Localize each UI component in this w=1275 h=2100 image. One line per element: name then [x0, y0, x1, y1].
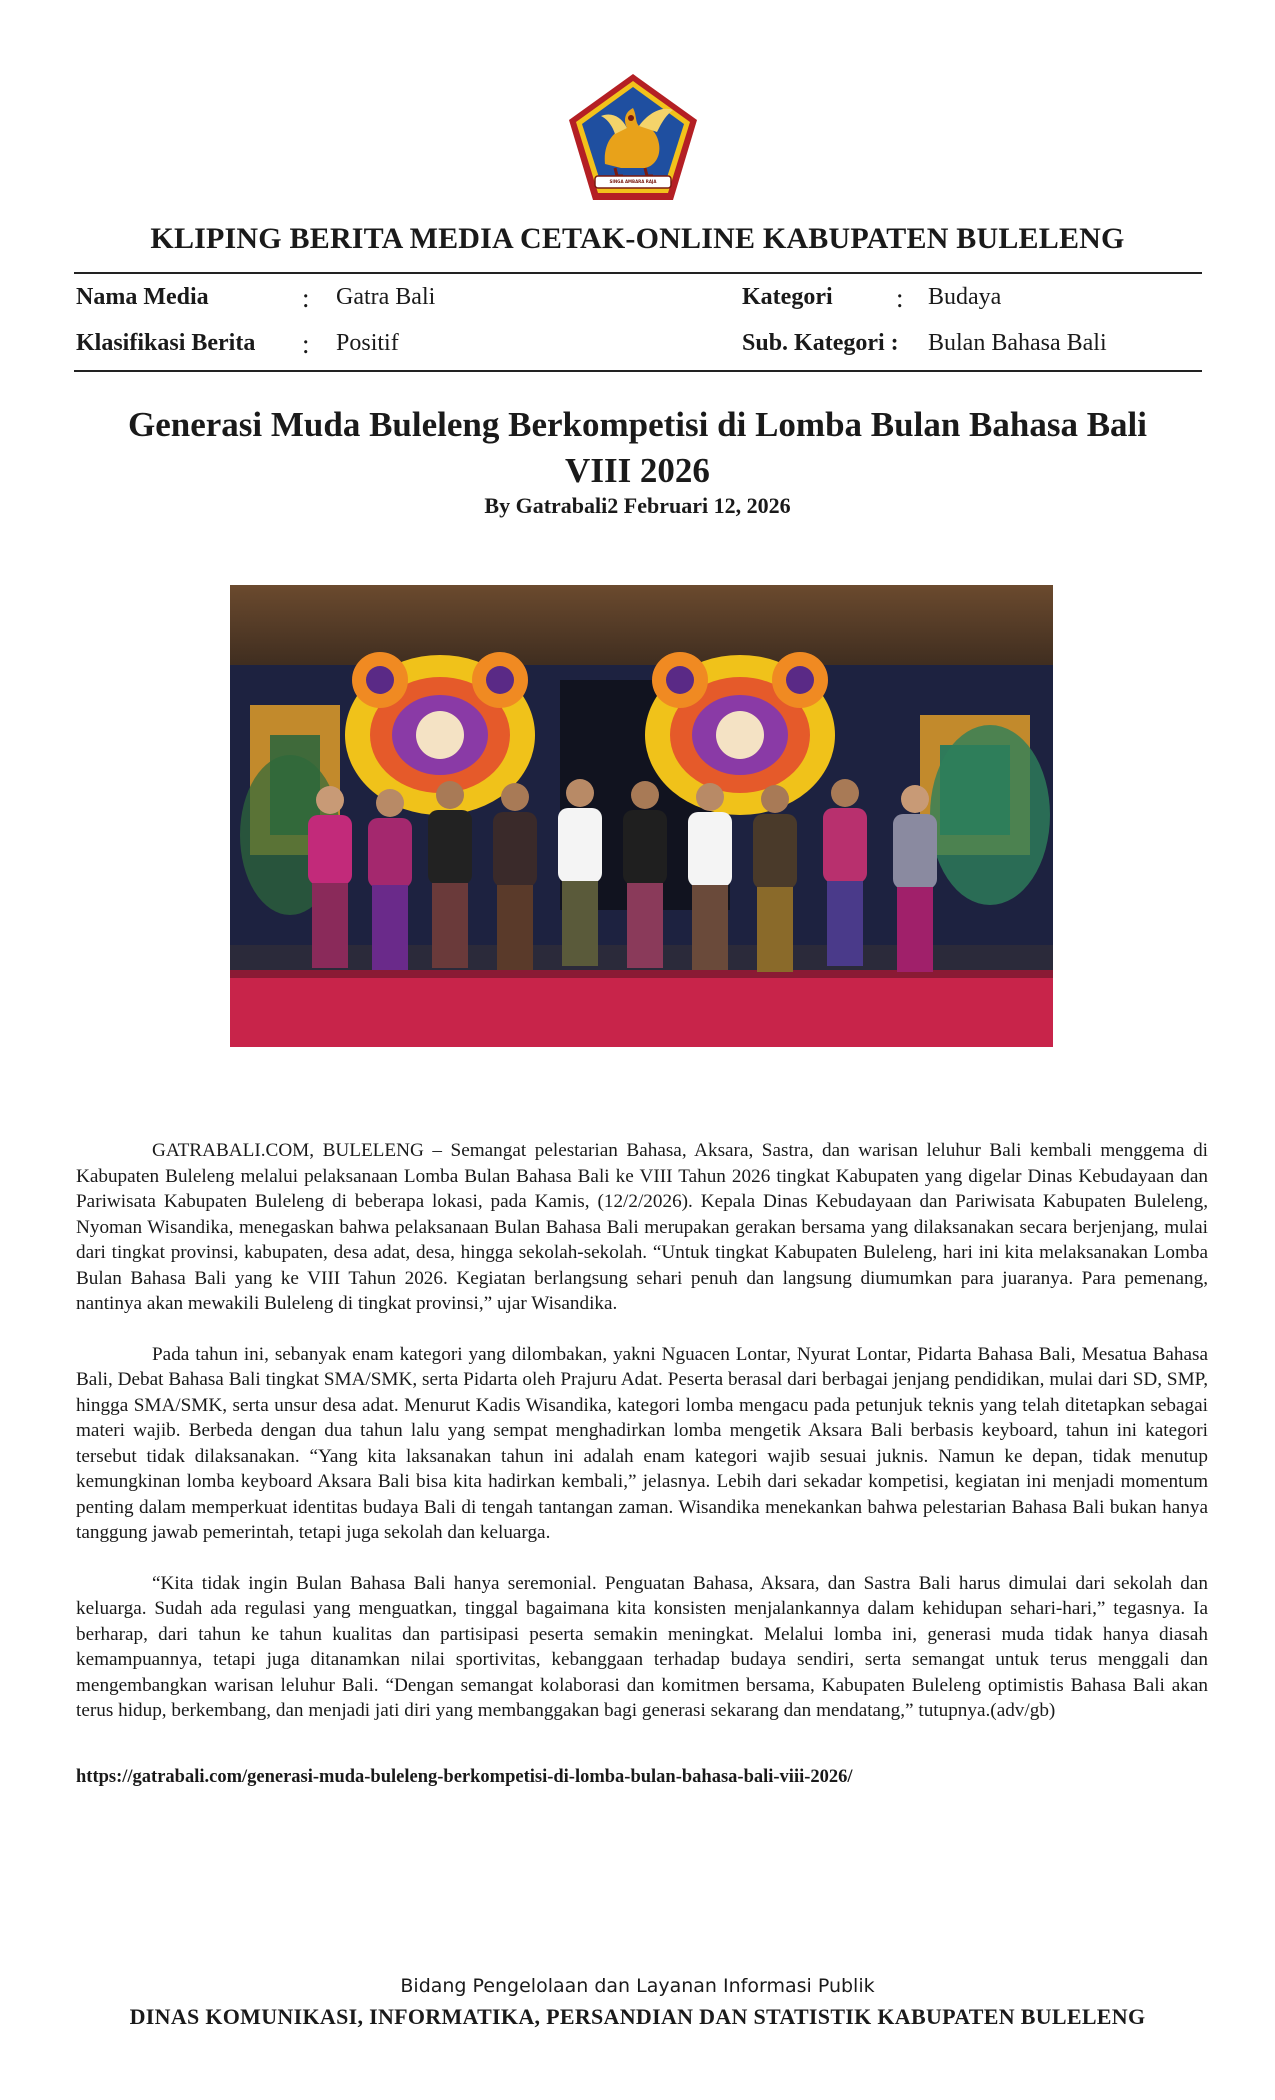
article-paragraph-1: GATRABALI.COM, BULELENG – Semangat pelestarian Bahasa, Aksara, Sastra, dan warisan leluhur Bali kembali menggema di Kabupaten Buleleng melalui pelaksanaan Lomba Bulan Bahasa Bali ke VIII Tahun 2026 tingkat Kabupaten yang digelar Dinas Kebudayaan dan Pariwisata Kabupaten Buleleng di beberapa lokasi, pada Kamis, (12/2/2026). Kepala Dinas Kebudayaan dan Pariwisata Kabupaten Buleleng, Nyoman Wisandika, menegaskan bahwa pelaksanaan Bulan Bahasa Bali merupakan gerakan bersama yang dilaksanakan secara berjenjang, mulai dari tingkat provinsi, kabupaten, desa adat, desa, hingga sekolah-sekolah. “Untuk tingkat Kabupaten Buleleng, hari ini kita melaksanakan Lomba Bulan Bahasa Bali yang ke VIII Tahun 2026. Kegiatan berlangsung sehari penuh dan langsung diumumkan para juaranya. Para pemenang, nantinya akan mewakili Buleleng di tingkat provinsi,” ujar Wisandika.: [76, 1140, 1208, 1314]
kategori-colon: :: [896, 283, 904, 313]
sub-kategori-value: Bulan Bahasa Bali: [928, 330, 1107, 356]
crest-motto: SINGA AMBARA RAJA: [609, 179, 657, 184]
nama-media-colon: :: [302, 283, 310, 313]
klasifikasi-colon: :: [302, 329, 310, 359]
footer-agency: DINAS KOMUNIKASI, INFORMATIKA, PERSANDIAN DAN STATISTIK KABUPATEN BULELENG: [129, 2004, 1146, 2029]
nama-media-label: Nama Media: [76, 284, 209, 310]
article-byline: By Gatrabali2 Februari 12, 2026: [484, 493, 791, 518]
headline-line-2: VIII 2026: [565, 451, 710, 490]
source-url[interactable]: https://gatrabali.com/generasi-muda-buleleng-berkompetisi-di-lomba-bulan-bahasa-bali-viii-2026/: [76, 1767, 853, 1787]
header-divider-top: [74, 272, 1202, 274]
article-photo: [230, 585, 1053, 1047]
header-divider-bottom: [74, 370, 1202, 372]
article-paragraph-3: “Kita tidak ingin Bulan Bahasa Bali hanya seremonial. Penguatan Bahasa, Aksara, dan Sastra Bali harus dimulai dari sekolah dan keluarga. Sudah ada regulasi yang menguatkan, tinggal bagaimana kita konsisten menjalankannya dalam kehidupan sehari-hari,” tegasnya. Ia berharap, dari tahun ke tahun kualitas dan partisipasi peserta semakin meningkat. Melalui lomba ini, generasi muda tidak hanya diasah kemampuannya, tetapi juga ditanamkan nilai sportivitas, kebanggaan terhadap budaya sendiri, serta semangat untuk terus menggali dan mengembangkan warisan leluhur Bali. “Dengan semangat kolaborasi dan komitmen bersama, Kabupaten Buleleng optimistis Bahasa Bali akan terus hidup, berkembang, dan menjadi jati diri yang membanggakan bagi generasi sekarang dan mendatang,” tutupnya.(adv/gb): [76, 1572, 1208, 1721]
article-paragraph-2: Pada tahun ini, sebanyak enam kategori yang dilombakan, yakni Nguacen Lontar, Nyurat Lontar, Pidarta Bahasa Bali, Mesatua Bahasa Bali, Debat Bahasa Bali tingkat SMA/SMK, serta Pidarta oleh Prajuru Adat. Peserta berasal dari berbagai jenjang pendidikan, mulai dari SD, SMP, hingga SMA/SMK, serta unsur desa adat. Menurut Kadis Wisandika, kategori lomba mengacu pada petunjuk teknis yang telah ditetapkan sebagai materi wajib. Berbeda dengan dua tahun lalu yang sempat menghadirkan lomba mengetik Aksara Bali berbasis keyboard, tahun ini kategori tersebut tidak dilaksanakan. “Yang kita laksanakan tahun ini adalah enam kategori wajib sesuai juknis. Namun ke depan, tidak menutup kemungkinan lomba keyboard Aksara Bali bisa kita hadirkan kembali,” jelasnya. Lebih dari sekadar kompetisi, kegiatan ini menjadi momentum penting dalam memperkuat identitas budaya Bali di tengah tantangan zaman. Wisandika menekankan bahwa pelestarian Bahasa Bali bukan hanya tanggung jawab pemerintah, tetapi juga sekolah dan keluarga.: [76, 1343, 1208, 1543]
article-body: [76, 1138, 1208, 1749]
kategori-value: Budaya: [928, 284, 1002, 310]
article-headline: [90, 402, 1185, 494]
sub-kategori-label: Sub. Kategori :: [742, 330, 899, 356]
kategori-label: Kategori: [742, 284, 833, 310]
nama-media-value: Gatra Bali: [336, 284, 436, 310]
headline-line-1: Generasi Muda Buleleng Berkompetisi di Lomba Bulan Bahasa Bali: [127, 405, 1148, 444]
klasifikasi-value: Positif: [336, 330, 399, 356]
klasifikasi-label: Klasifikasi Berita: [76, 330, 256, 356]
document-title: KLIPING BERITA MEDIA CETAK-ONLINE KABUPATEN BULELENG: [150, 222, 1125, 255]
footer-division: Bidang Pengelolaan dan Layanan Informasi Publik: [400, 1975, 875, 1997]
